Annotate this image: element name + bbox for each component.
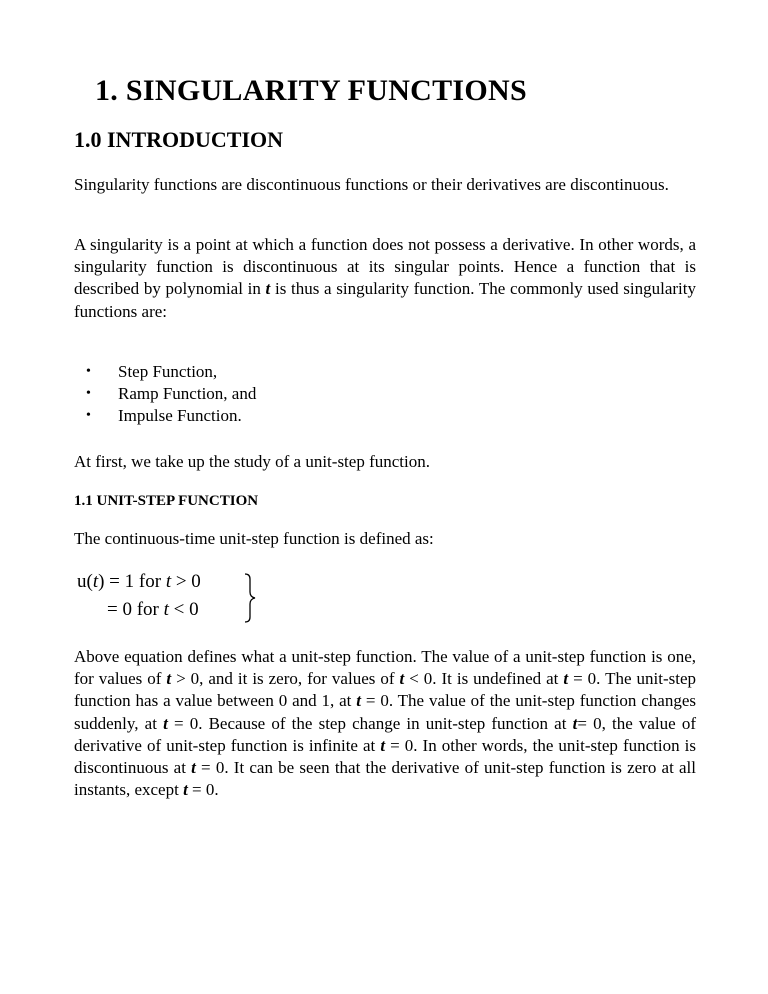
chapter-title: 1. SINGULARITY FUNCTIONS [95, 74, 527, 107]
unit-step-explanation-paragraph: Above equation defines what a unit-step function. The value of a unit-step function is one, for values of t > 0, and it is zero, for values of t < 0. It is undefined at t = 0. The unit-step function has a value between 0 and 1, at t = 0. The value of the unit-step function changes suddenly, at t = 0. Because of the step change in unit-step function at t= 0, the value of derivative of unit-step function is infinite at t = 0. In other words, the unit-step function is discontinuous at t = 0. It can be seen that the derivative of unit-step function is zero at all instants, except t = 0. [74, 647, 697, 800]
bullet-icon: • [86, 386, 91, 402]
list-item [74, 405, 256, 427]
right-brace-icon [243, 573, 257, 623]
list-item [74, 383, 256, 405]
transition-paragraph: At first, we take up the study of a unit-step function. [74, 452, 430, 471]
singularity-function-list [74, 361, 256, 428]
bullet-icon: • [86, 364, 91, 379]
subsection-title: 1.1 UNIT-STEP FUNCTION [74, 493, 259, 509]
list-item-label: Ramp Function, and [118, 384, 257, 404]
section-title: 1.0 INTRODUCTION [74, 127, 284, 152]
list-item-label: Impulse Function. [118, 406, 242, 426]
singularity-definition-paragraph: A singularity is a point at which a function does not possess a derivative. In other words, a singularity function is discontinuous at its singular points. Hence a function that is described by polynomial in t is thus a singularity function. The commonly used singularity functions are: [74, 235, 696, 321]
equation-line-1: u(t) = 1 for t > 0 [77, 571, 201, 592]
bullet-icon: • [86, 408, 91, 424]
definition-intro-paragraph: The continuous-time unit-step function is defined as: [74, 529, 434, 548]
intro-paragraph: Singularity functions are discontinuous functions or their derivatives are discontinuous. [74, 175, 669, 194]
unit-step-equation [77, 571, 277, 631]
list-item-label: Step Function, [118, 362, 218, 381]
equation-line-2: = 0 for t < 0 [107, 599, 199, 620]
list-item [74, 361, 256, 383]
